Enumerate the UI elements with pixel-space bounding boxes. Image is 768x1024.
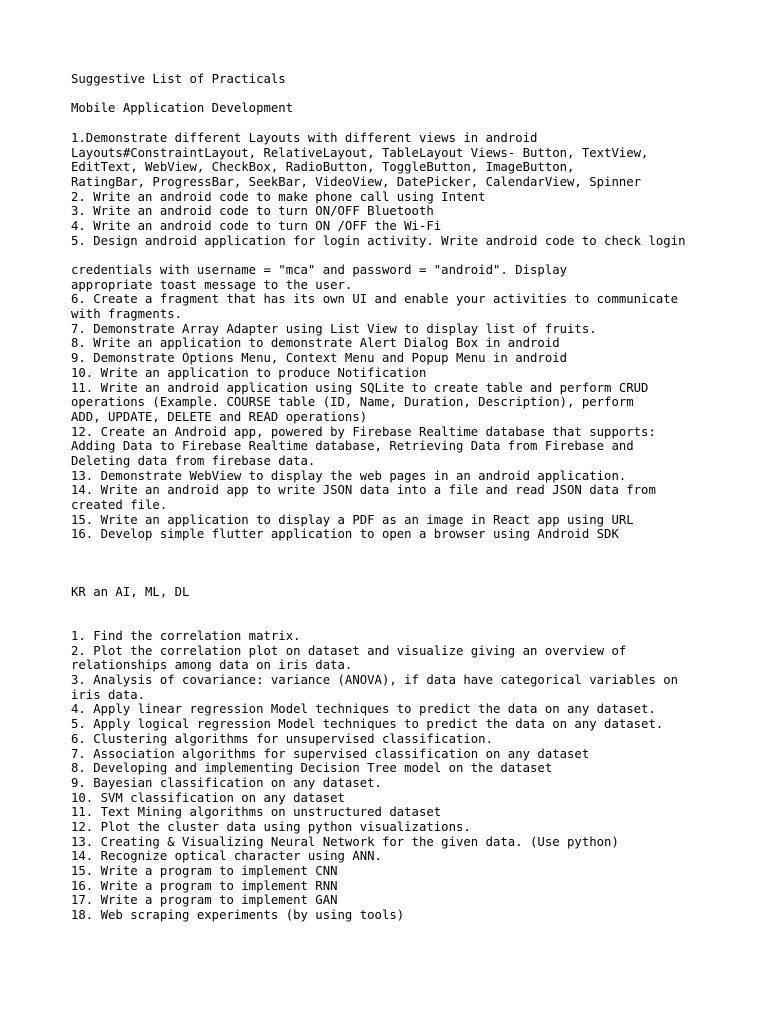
list-item: 12. Create an Android app, powered by Firebase Realtime database that supports: [71,424,656,439]
list-item: 8. Write an application to demonstrate Alert Dialog Box in android [71,336,560,351]
list-item: 2. Write an android code to make phone call using Intent [71,189,486,204]
list-item: 1. Find the correlation matrix. [71,629,301,643]
title-text: Suggestive List of Practicals [71,72,286,86]
list-item: appropriate toast message to the user. [71,277,353,292]
list-item: 7. Association algorithms for supervised classification on any dataset [71,746,590,761]
list-item: created file. [71,498,168,512]
list-item: relationships among data on iris data. [71,658,353,673]
list-item: 6. Create a fragment that has its own UI and enable your activities to communicate [71,292,679,307]
list-item: 16. Write a program to implement RNN [71,878,338,893]
list-item: 5. Design android application for login activity. Write android code to check login [71,233,686,248]
list-item: 13. Creating & Visualizing Neural Network for the given data. (Use python) [71,834,619,849]
list-item: 9. Bayesian classification on any dataset. [71,775,382,790]
list-item: 17. Write a program to implement GAN [71,893,338,908]
list-item: credentials with username = "mca" and password = "android". Display [71,263,568,277]
section-heading-mobile-app-dev [71,101,761,116]
mobile-practicals-list-part2 [71,263,761,542]
list-item: 5. Apply logical regression Model techniques to predict the data on any dataset. [71,717,664,732]
list-item: operations (Example. COURSE table (ID, Name, Duration, Description), perform [71,395,634,410]
list-item: 3. Write an android code to turn ON/OFF Bluetooth [71,204,434,219]
list-item: 11. Write an android application using SQLite to create table and perform CRUD [71,380,649,395]
list-item: 9. Demonstrate Options Menu, Context Menu and Popup Menu in android [71,351,568,366]
section-heading-text: KR an AI, ML, DL [71,585,190,599]
document-title [71,72,761,87]
list-item: 2. Plot the correlation plot on dataset and visualize giving an overview of [71,643,627,658]
list-item: RatingBar, ProgressBar, SeekBar, VideoView, DatePicker, CalendarView, Spinner [71,175,642,190]
list-item: 10. Write an application to produce Notification [71,365,427,380]
list-item: 4. Write an android code to turn ON /OFF the Wi-Fi [71,219,442,234]
list-item: with fragments. [71,307,183,322]
list-item: 15. Write a program to implement CNN [71,864,338,878]
list-item: Deleting data from firebase data. [71,453,316,468]
list-item: 13. Demonstrate WebView to display the web pages in an android application. [71,468,627,483]
section-heading-text: Mobile Application Development [71,101,294,115]
list-item: Adding Data to Firebase Realtime database, Retrieving Data from Firebase and [71,439,634,454]
list-item: 16. Develop simple flutter application to open a browser using Android SDK [71,527,619,542]
list-item: 7. Demonstrate Array Adapter using List View to display list of fruits. [71,321,597,336]
list-item: iris data. [71,687,146,702]
list-item: EditText, WebView, CheckBox, RadioButton, ToggleButton, ImageButton, [71,160,575,175]
list-item: 6. Clustering algorithms for unsupervised classification. [71,731,493,746]
ml-practicals-list [71,629,761,923]
list-item: 12. Plot the cluster data using python visualizations. [71,819,471,834]
list-item: 14. Recognize optical character using ANN. [71,849,382,864]
list-item: 8. Developing and implementing Decision Tree model on the dataset [71,761,553,776]
mobile-practicals-list-part1 [71,131,761,249]
list-item: 14. Write an android app to write JSON data into a file and read JSON data from [71,483,656,498]
list-item: 11. Text Mining algorithms on unstructured dataset [71,805,442,820]
list-item: 1.Demonstrate different Layouts with different views in android [71,131,538,145]
list-item: 10. SVM classification on any dataset [71,790,345,805]
list-item: 15. Write an application to display a PDF as an image in React app using URL [71,512,634,527]
list-item: 4. Apply linear regression Model techniques to predict the data on any dataset. [71,702,656,717]
list-item: ADD, UPDATE, DELETE and READ operations) [71,409,368,424]
section-heading-kr-ai-ml-dl [71,585,761,600]
list-item: 18. Web scraping experiments (by using tools) [71,908,405,923]
list-item: Layouts#ConstraintLayout, RelativeLayout, TableLayout Views- Button, TextView, [71,145,649,160]
list-item: 3. Analysis of covariance: variance (ANOVA), if data have categorical variables on [71,673,679,688]
